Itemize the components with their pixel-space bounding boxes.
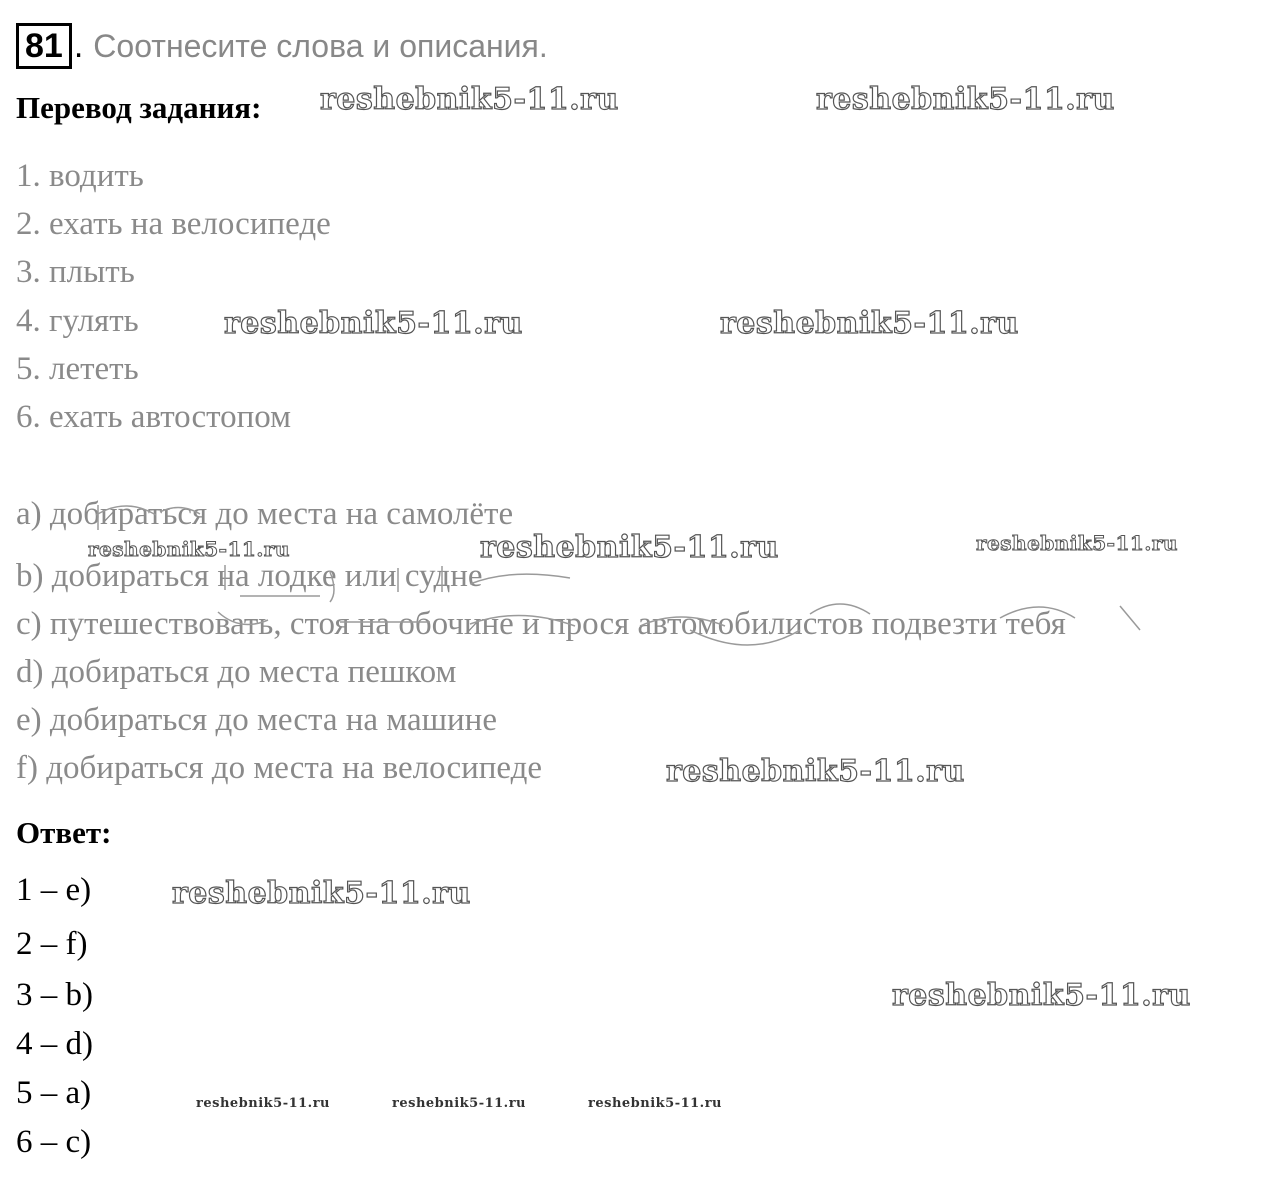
answer-item: 5 – a): [16, 1075, 92, 1111]
watermark-text: reshebnik5-11.ru: [816, 82, 1115, 117]
answer-item: 2 – f): [16, 926, 88, 962]
word-item: 4. гулять: [16, 303, 139, 339]
task-header: [16, 22, 548, 70]
watermark-text: reshebnik5-11.ru: [196, 1096, 331, 1111]
watermark-text: reshebnik5-11.ru: [480, 530, 779, 565]
watermark-text: reshebnik5-11.ru: [392, 1096, 527, 1111]
description-item: a) добираться до места на самолёте: [16, 496, 514, 532]
word-item: 1. водить: [16, 158, 144, 194]
watermark-text: reshebnik5-11.ru: [88, 537, 290, 561]
description-item: e) добираться до места на машине: [16, 702, 497, 738]
word-item: 2. ехать на велосипеде: [16, 206, 331, 242]
watermark-text: reshebnik5-11.ru: [320, 82, 619, 117]
watermark-text: reshebnik5-11.ru: [976, 531, 1178, 555]
translation-heading: Перевод задания:: [16, 90, 262, 125]
watermark-text: reshebnik5-11.ru: [892, 978, 1191, 1013]
description-item: f) добираться до места на велосипеде: [16, 750, 543, 786]
watermark-text: reshebnik5-11.ru: [172, 876, 471, 911]
watermark-text: reshebnik5-11.ru: [720, 306, 1019, 341]
watermark-text: reshebnik5-11.ru: [666, 754, 965, 789]
word-item: 5. лететь: [16, 351, 139, 387]
watermark-text: reshebnik5-11.ru: [224, 306, 523, 341]
task-number: 81: [16, 23, 72, 69]
answer-item: 1 – e): [16, 872, 92, 908]
description-item: c) путешествовать, стоя на обочине и прося автомобилистов подвезти тебя: [16, 606, 1066, 642]
task-number-dot: .: [73, 26, 84, 65]
answer-heading: Ответ:: [16, 815, 112, 850]
answer-item: 6 – c): [16, 1124, 92, 1160]
word-item: 3. плыть: [16, 254, 135, 290]
watermark-text: reshebnik5-11.ru: [588, 1096, 723, 1111]
word-item: 6. ехать автостопом: [16, 399, 292, 435]
description-item: b) добираться на лодке или судне: [16, 558, 483, 594]
answer-item: 4 – d): [16, 1026, 93, 1062]
description-item: d) добираться до места пешком: [16, 654, 457, 690]
task-text: Соотнесите слова и описания.: [93, 27, 548, 64]
answer-item: 3 – b): [16, 977, 93, 1013]
